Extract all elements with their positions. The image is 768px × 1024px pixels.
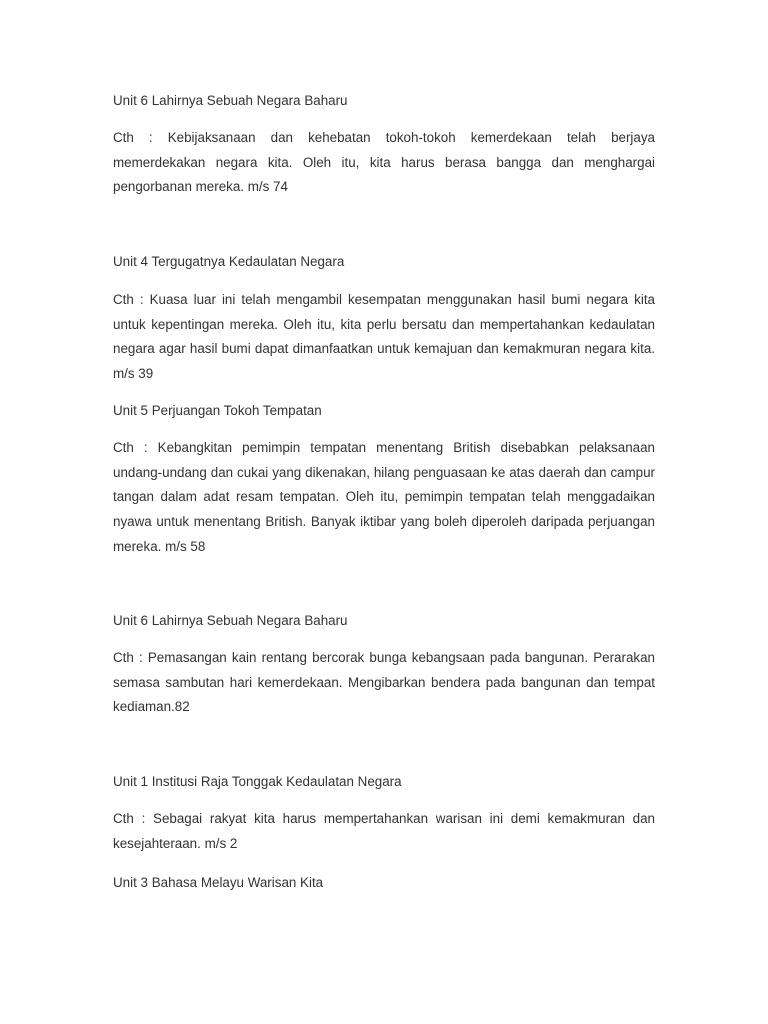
section-heading-3: Unit 5 Perjuangan Tokoh Tempatan [113,403,322,418]
section-heading-4: Unit 6 Lahirnya Sebuah Negara Baharu [113,613,348,628]
section-text-1: Cth : Kebijaksanaan dan kehebatan tokoh-tokoh kemerdekaan telah berjaya memerdekakan negara kita. Oleh itu, kita harus berasa bangga dan menghargai pengorbanan mereka. m/s 74 [113,130,655,195]
section-text-5: Cth : Sebagai rakyat kita harus mempertahankan warisan ini demi kemakmuran dan kesejahteraan. m/s 2 [113,811,655,851]
section-text-2: Cth : Kuasa luar ini telah mengambil kesempatan menggunakan hasil bumi negara kita untuk kepentingan mereka. Oleh itu, kita perlu bersatu dan mempertahankan kedaulatan negara agar hasil bumi dapat dimanfaatkan untuk kemajuan dan kemakmuran negara kita. m/s 39 [113,292,655,382]
section-heading-6: Unit 3 Bahasa Melayu Warisan Kita [113,875,324,890]
section-text-3: Cth : Kebangkitan pemimpin tempatan menentang British disebabkan pelaksanaan undang-undang dan cukai yang dikenakan, hilang penguasaan ke atas daerah dan campur tangan dalam adat resam tempatan. Oleh itu, pemimpin tempatan telah menggadaikan nyawa untuk menentang British. Banyak iktibar yang boleh diperoleh daripada perjuangan mereka. m/s 58 [113,440,655,554]
section-heading-1: Unit 6 Lahirnya Sebuah Negara Baharu [113,93,348,108]
section-heading-2: Unit 4 Tergugatnya Kedaulatan Negara [113,254,345,269]
section-text-4: Cth : Pemasangan kain rentang bercorak bunga kebangsaan pada bangunan. Perarakan semasa sambutan hari kemerdekaan. Mengibarkan bendera pada bangunan dan tempat kediaman.82 [113,650,655,715]
section-heading-5: Unit 1 Institusi Raja Tonggak Kedaulatan Negara [113,774,402,789]
